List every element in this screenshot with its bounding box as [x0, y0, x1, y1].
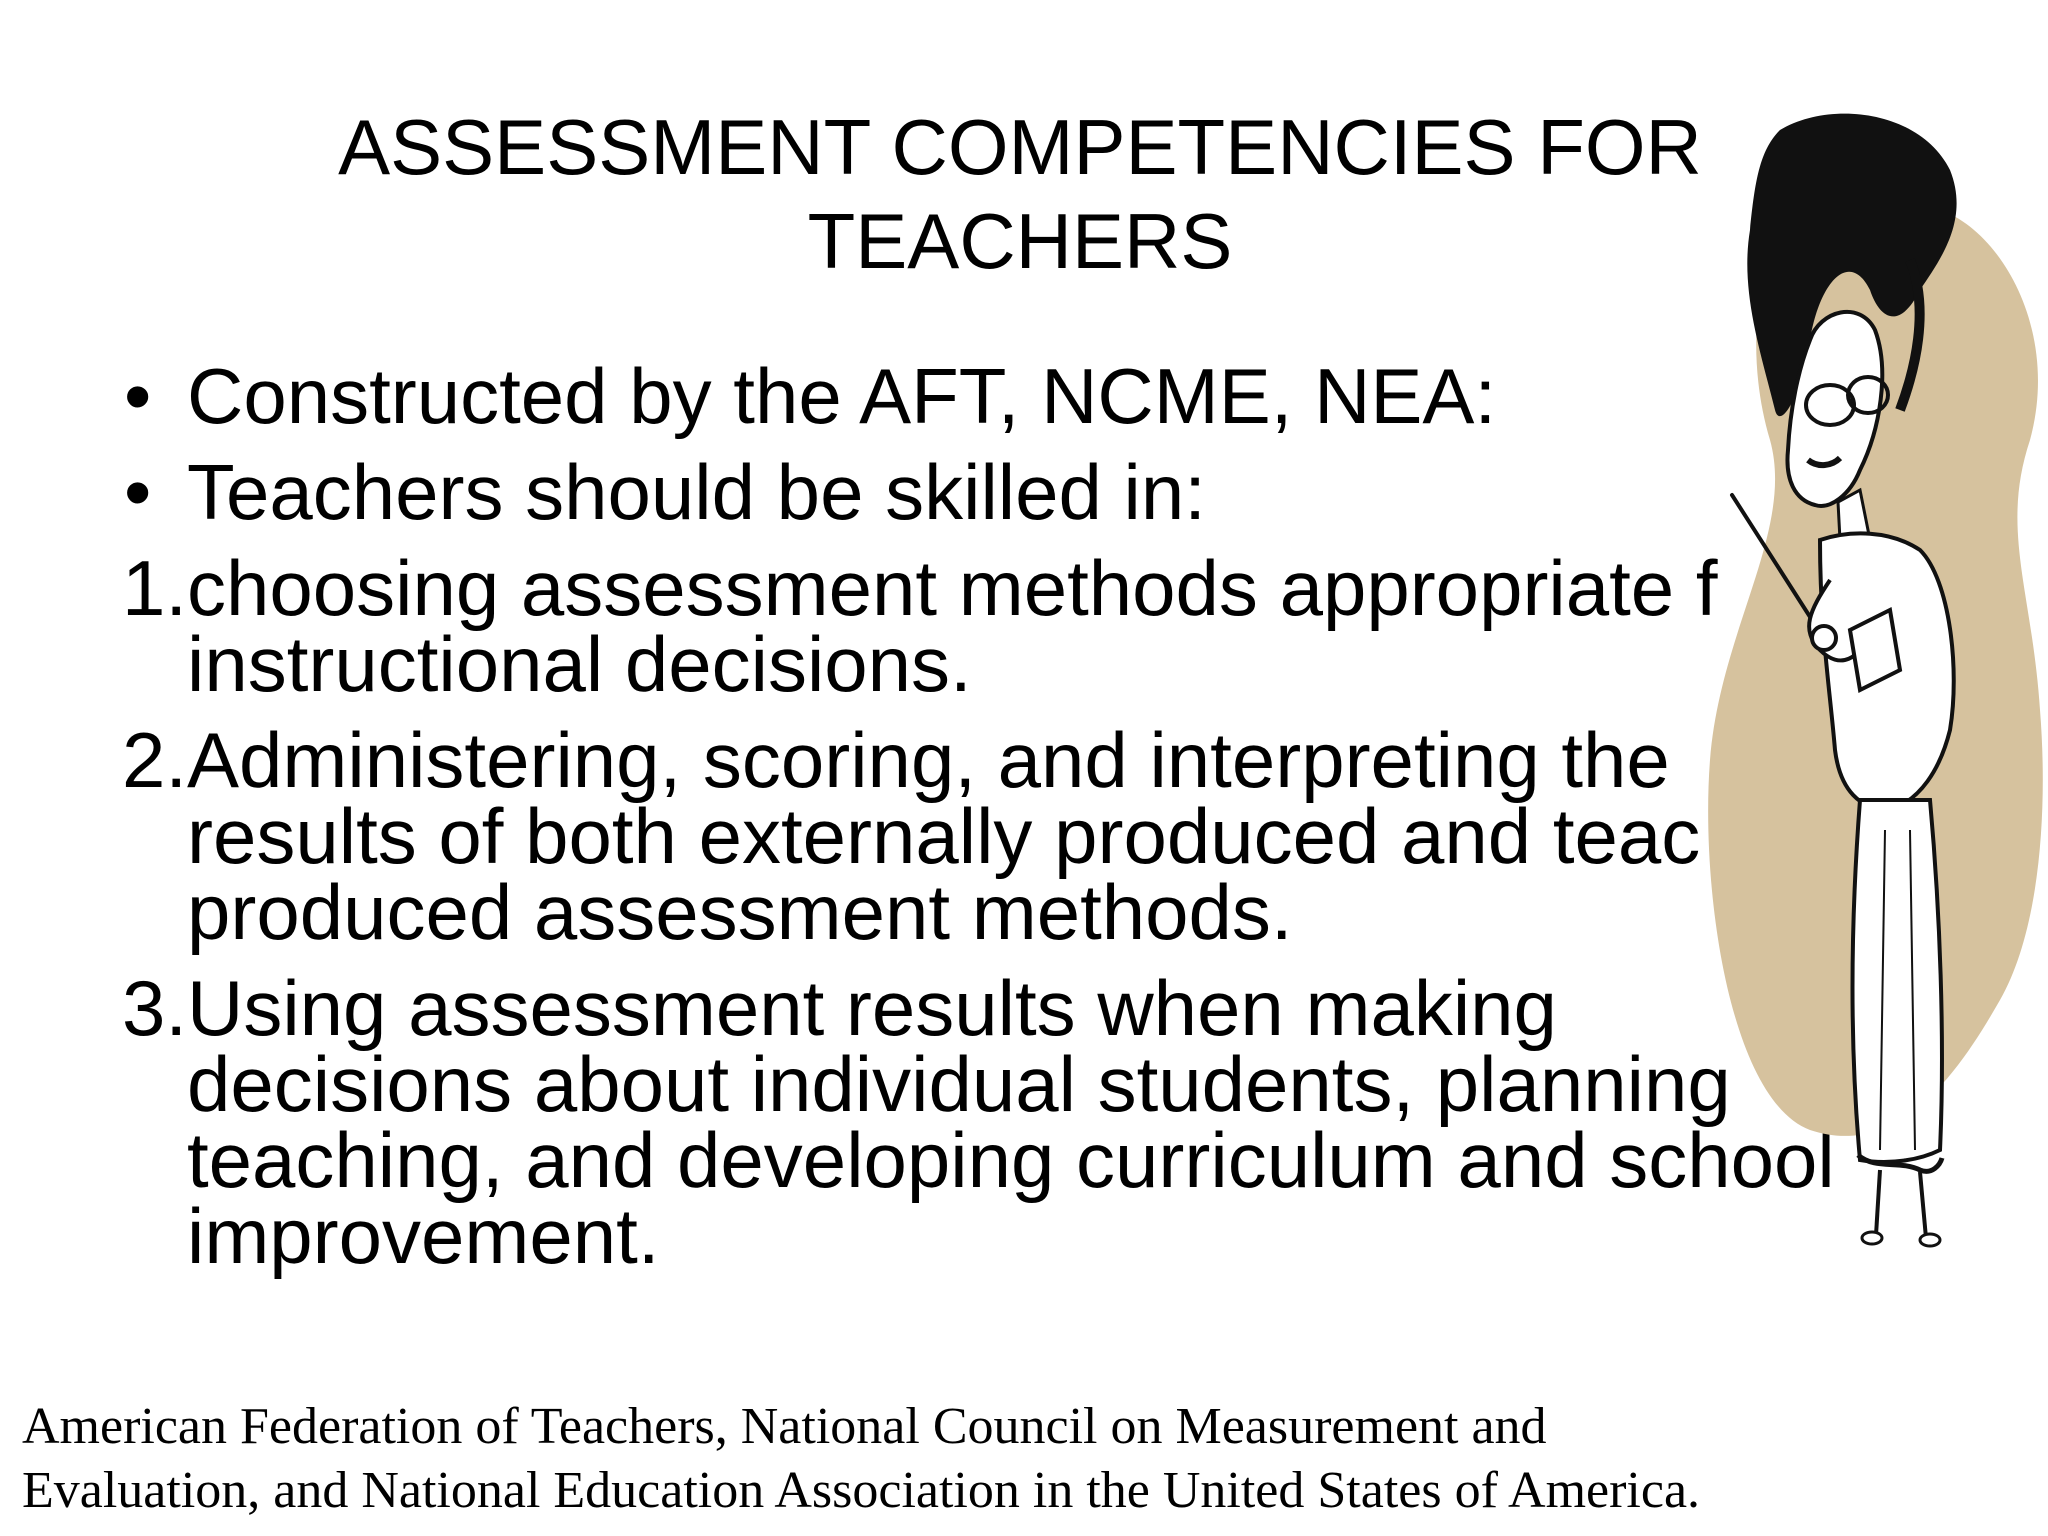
item-line: Administering, scoring, and interpreting the: [187, 716, 1670, 804]
numbered-item-1: [122, 544, 1922, 708]
content-list: [122, 352, 1922, 1294]
number-marker: 2.: [122, 716, 188, 804]
slide-title: [200, 100, 1840, 288]
item-line: instructional decisions.: [187, 620, 972, 708]
numbered-item-3: [122, 964, 1922, 1280]
item-line: improvement.: [187, 1192, 660, 1280]
item-line: teaching, and developing curriculum and school: [187, 1116, 1835, 1204]
item-line: Using assessment results when making: [187, 964, 1557, 1052]
teacher-with-pointer-icon: [1700, 110, 2048, 1260]
item-line: decisions about individual students, planning: [187, 1040, 1731, 1128]
footer-citation: [22, 1395, 2022, 1523]
bullet-item: [122, 352, 1922, 440]
item-line: choosing assessment methods appropriate f: [187, 544, 1718, 632]
item-line: produced assessment methods.: [187, 868, 1293, 956]
bullet-item: [122, 448, 1922, 536]
number-marker: 3.: [122, 964, 188, 1052]
bullet-text: Teachers should be skilled in:: [187, 448, 1206, 536]
bullet-text: Constructed by the AFT, NCME, NEA:: [187, 352, 1497, 440]
item-line: results of both externally produced and teac: [187, 792, 1701, 880]
title-line-1: ASSESSMENT COMPETENCIES FOR: [338, 103, 1702, 191]
footer-line-1: American Federation of Teachers, National Council on Measurement and: [22, 1398, 1547, 1455]
title-line-2: TEACHERS: [807, 197, 1233, 285]
bullet-marker: •: [124, 352, 152, 440]
numbered-item-2: [122, 716, 1922, 956]
number-marker: 1.: [122, 544, 188, 632]
bullet-marker: •: [124, 448, 152, 536]
footer-line-2: Evaluation, and National Education Association in the United States of America.: [22, 1462, 1701, 1519]
